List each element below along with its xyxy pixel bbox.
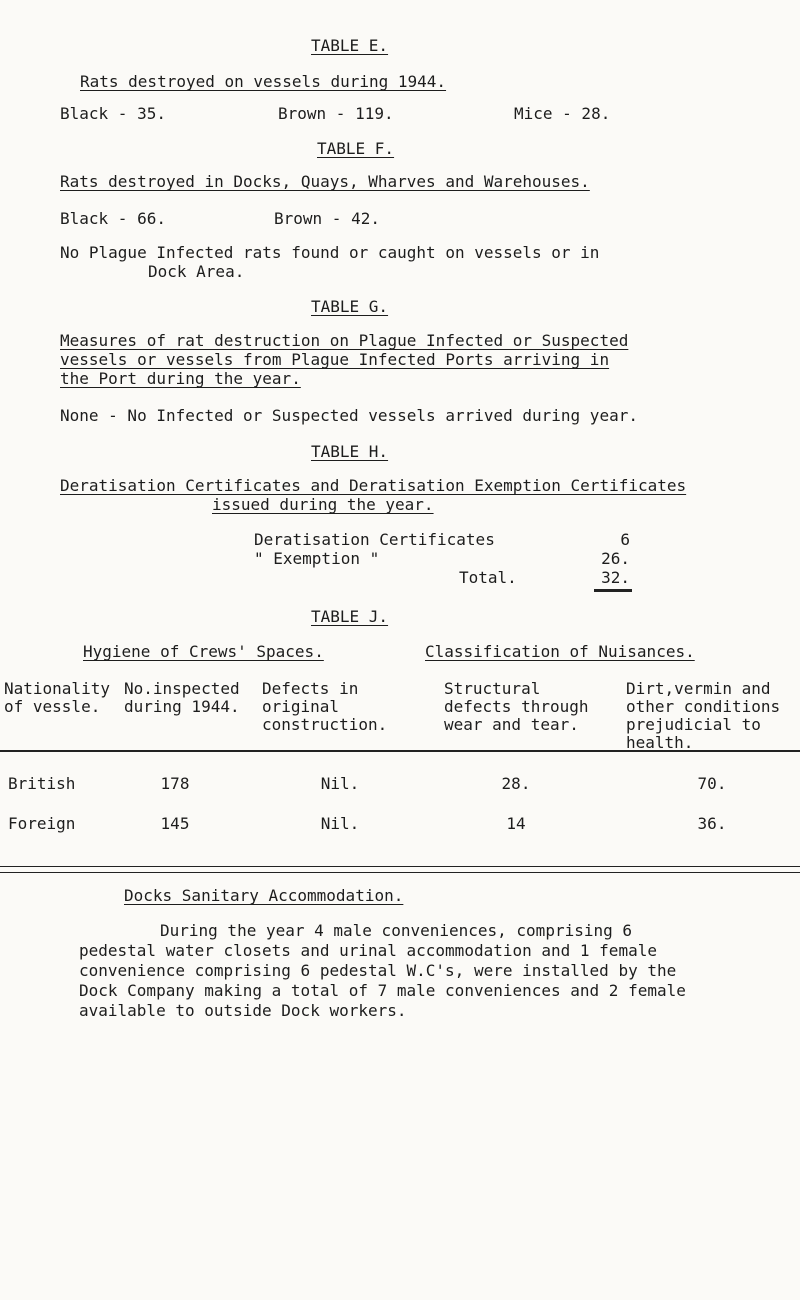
docks-paragraph-line-4: Dock Company making a total of 7 male conveniences and 2 female bbox=[79, 981, 686, 1000]
table-h-heading-1: Deratisation Certificates and Deratisation Exemption Certificates bbox=[60, 476, 687, 495]
table-f-black: Black - 66. bbox=[60, 209, 166, 228]
table-e-brown: Brown - 119. bbox=[278, 104, 394, 123]
column-header-original-defects: Defects in original construction. bbox=[262, 679, 388, 734]
table-h-total-value: 32. bbox=[601, 568, 630, 587]
row-foreign-nationality: Foreign bbox=[8, 814, 76, 833]
table-j-heading-left: Hygiene of Crews' Spaces. bbox=[83, 642, 324, 661]
docks-paragraph-line-3: convenience comprising 6 pedestal W.C's, were installed by the bbox=[79, 961, 677, 980]
table-e-black: Black - 35. bbox=[60, 104, 166, 123]
docks-paragraph-line-2: pedestal water closets and urinal accommodation and 1 female bbox=[79, 941, 657, 960]
table-h-row1-value: 6 bbox=[620, 530, 630, 549]
table-e-heading: Rats destroyed on vessels during 1944. bbox=[80, 72, 447, 91]
table-h-row2-value: 26. bbox=[601, 549, 630, 568]
table-g-heading-2: vessels or vessels from Plague Infected Ports arriving in bbox=[60, 350, 610, 369]
table-g-heading-3: the Port during the year. bbox=[60, 369, 301, 388]
table-g-title: TABLE G. bbox=[311, 297, 389, 316]
table-j-title: TABLE J. bbox=[311, 607, 389, 626]
total-double-rule bbox=[594, 589, 632, 592]
table-f-title: TABLE F. bbox=[317, 139, 395, 158]
row-british-structural: 28. bbox=[501, 774, 531, 793]
table-f-heading: Rats destroyed in Docks, Quays, Wharves and Warehouses. bbox=[60, 172, 590, 191]
row-british-inspected: 178 bbox=[160, 774, 190, 793]
row-british-nationality: British bbox=[8, 774, 76, 793]
row-foreign-structural: 14 bbox=[506, 814, 526, 833]
table-e-title: TABLE E. bbox=[311, 36, 389, 55]
docks-heading: Docks Sanitary Accommodation. bbox=[124, 886, 404, 905]
docks-paragraph-line-1: During the year 4 male conveniences, comprising 6 bbox=[160, 921, 633, 940]
table-f-note: No Plague Infected rats found or caught on vessels or in bbox=[60, 243, 600, 262]
table-f-brown: Brown - 42. bbox=[274, 209, 380, 228]
column-header-inspected: No.inspected during 1944. bbox=[124, 679, 240, 716]
column-header-nationality: Nationality of vessle. bbox=[4, 679, 110, 716]
table-h-row2-label: " Exemption " bbox=[254, 549, 380, 568]
table-j-bottom-rule-1 bbox=[0, 866, 800, 867]
table-f-note-cont: Dock Area. bbox=[148, 262, 245, 281]
docks-paragraph-line-5: available to outside Dock workers. bbox=[79, 1001, 407, 1020]
row-foreign-inspected: 145 bbox=[160, 814, 190, 833]
row-foreign-original: Nil. bbox=[320, 814, 360, 833]
table-g-heading-1: Measures of rat destruction on Plague Infected or Suspected bbox=[60, 331, 629, 350]
row-foreign-dirt: 36. bbox=[697, 814, 727, 833]
table-g-text: None - No Infected or Suspected vessels arrived during year. bbox=[60, 406, 638, 425]
table-h-title: TABLE H. bbox=[311, 442, 389, 461]
table-j-heading-right: Classification of Nuisances. bbox=[425, 642, 695, 661]
row-british-original: Nil. bbox=[320, 774, 360, 793]
table-j-header-rule bbox=[0, 750, 800, 752]
table-h-row1-label: Deratisation Certificates bbox=[254, 530, 495, 549]
table-h-total-label: Total. bbox=[459, 568, 517, 587]
table-e-mice: Mice - 28. bbox=[514, 104, 611, 123]
table-h-heading-2: issued during the year. bbox=[212, 495, 434, 514]
table-j-bottom-rule-2 bbox=[0, 872, 800, 873]
column-header-structural-defects: Structural defects through wear and tear. bbox=[444, 679, 589, 734]
column-header-dirt-vermin: Dirt,vermin and other conditions prejudicial to health. bbox=[626, 679, 781, 752]
row-british-dirt: 70. bbox=[697, 774, 727, 793]
